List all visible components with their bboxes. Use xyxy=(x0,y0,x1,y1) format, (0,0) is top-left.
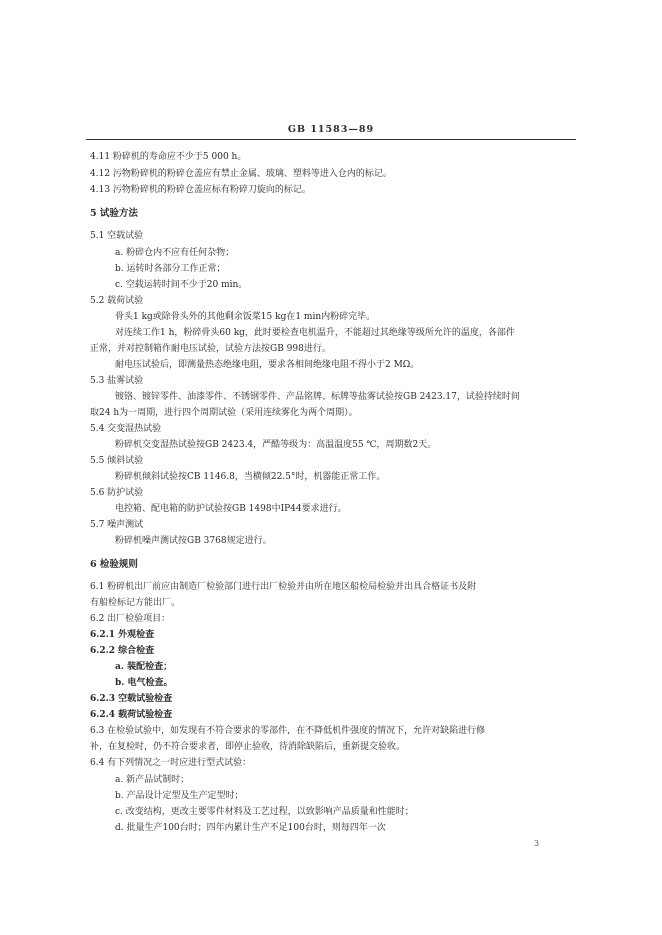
paragraph-5-5-1: 粉碎机倾斜试验按CB 1146.8，当横倾22.5°时，机器能正常工作。 xyxy=(115,472,386,482)
paragraph-5-6-1: 电控箱、配电箱的防护试验按GB 1498中IP44要求进行。 xyxy=(115,504,347,514)
list-item-5-1-b: b. 运转时各部分工作正常； xyxy=(115,264,226,274)
clause-4-11: 4.11 粉碎机的寿命应不少于5 000 h。 xyxy=(90,152,247,162)
list-item-6-4-b: b. 产品设计定型及生产定型时； xyxy=(115,791,244,801)
paragraph-5-3-1: 镀铬、镀锌零件、油漆零件、不锈钢零件、产品铭牌、标牌等盐雾试验按GB 2423.17，试验持续时间 xyxy=(115,392,520,402)
clause-5-5: 5.5 倾斜试验 xyxy=(90,456,144,466)
clause-6-2-3: 6.2.3 空载试验检查 xyxy=(90,694,173,704)
paragraph-5-3-1-cont: 取24 h为一周期，进行四个周期试验（采用连续雾化为两个周期）。 xyxy=(90,408,358,418)
list-item-5-1-a: a. 粉碎仓内不应有任何杂物； xyxy=(115,248,235,258)
paragraph-5-2-3: 耐电压试验后，即测量热态绝缘电阻，要求各相间绝缘电阻不得小于2 MΩ。 xyxy=(115,360,420,370)
clause-5-3: 5.3 盐雾试验 xyxy=(90,376,144,386)
list-item-6-4-d: d. 批量生产100台时；四年内累计生产不足100台时，则每四年一次 xyxy=(115,823,386,833)
clause-5-6: 5.6 防护试验 xyxy=(90,488,144,498)
list-item-6-4-a: a. 新产品试制时； xyxy=(115,775,190,785)
clause-6-1: 6.1 粉碎机出厂前应由制造厂检验部门进行出厂检验并由所在地区船检局检验并出具合格证书及附 xyxy=(90,582,477,592)
clause-4-13: 4.13 污物粉碎机的粉碎仓盖应标有粉碎刀旋向的标记。 xyxy=(90,185,311,195)
header-rule xyxy=(86,139,576,140)
clause-6-1-cont: 有船检标记方能出厂。 xyxy=(90,598,181,608)
clause-6-2-2: 6.2.2 综合检查 xyxy=(90,646,155,656)
section-5-heading: 5 试验方法 xyxy=(90,208,138,219)
page-number: 3 xyxy=(534,839,540,848)
paragraph-5-4-1: 粉碎机交变湿热试验按GB 2423.4，严酷等级为：高温温度55 ℃，周期数2天。 xyxy=(115,440,437,450)
clause-4-12: 4.12 污物粉碎机的粉碎仓盖应有禁止金属、玻璃、塑料等进入仓内的标记。 xyxy=(90,169,392,179)
list-item-6-2-2-a: a. 装配检查； xyxy=(115,662,173,672)
paragraph-5-7-1: 粉碎机噪声测试按GB 3768规定进行。 xyxy=(115,536,272,546)
clause-5-7: 5.7 噪声测试 xyxy=(90,520,144,530)
clause-5-4: 5.4 交变湿热试验 xyxy=(90,424,162,434)
list-item-6-4-c: c. 改变结构，更改主要零件材料及工艺过程，以致影响产品质量和性能时； xyxy=(115,807,414,817)
paragraph-5-2-2-cont: 正常，并对控制箱作耐电压试验，试验方法按GB 998进行。 xyxy=(90,344,331,354)
clause-6-2-4: 6.2.4 载荷试验检查 xyxy=(90,710,173,720)
clause-5-1: 5.1 空载试验 xyxy=(90,231,144,241)
list-item-6-2-2-b: b. 电气检查。 xyxy=(115,678,173,688)
clause-6-2: 6.2 出厂检验项目： xyxy=(90,614,171,624)
clause-6-4: 6.4 有下列情况之一时应进行型式试验： xyxy=(90,758,252,768)
clause-6-3: 6.3 在检验试验中，如发现有不符合要求的零部件，在不降低机件强度的情况下，允许对缺陷进行修 xyxy=(90,726,486,736)
section-6-heading: 6 检验规则 xyxy=(90,559,138,570)
clause-6-3-cont: 补，在复检时，仍不符合要求者，即停止验收，待消除缺陷后，重新提交验收。 xyxy=(90,742,406,752)
paragraph-5-2-2: 对连续工作1 h，粉碎骨头60 kg，此时要检查电机温升，不能超过其绝缘等级所允许的温度，各部件 xyxy=(115,328,515,338)
paragraph-5-2-1: 骨头1 kg或除骨头外的其他剩余饭菜15 kg在1 min内粉碎完毕。 xyxy=(115,312,376,322)
clause-6-2-1: 6.2.1 外观检查 xyxy=(90,630,155,640)
standard-number-header: GB 11583—89 xyxy=(287,124,375,135)
list-item-5-1-c: c. 空载运转时间不少于20 min。 xyxy=(115,280,248,290)
clause-5-2: 5.2 载荷试验 xyxy=(90,296,144,306)
